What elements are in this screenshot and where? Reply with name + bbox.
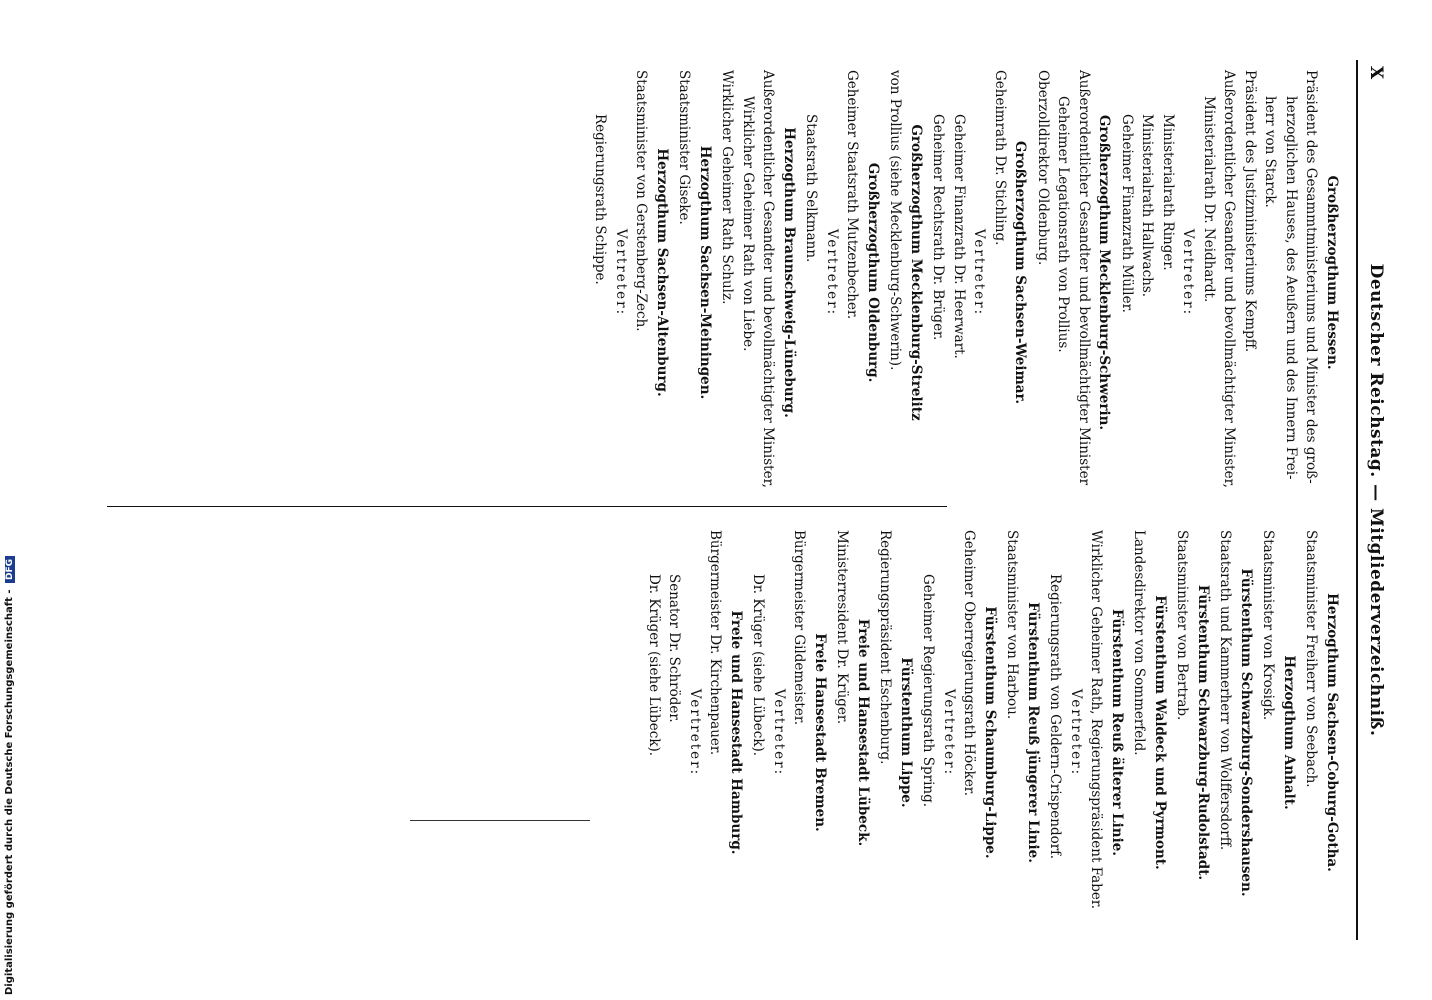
- member-entry: Ministerresident Dr. Krüger.: [834, 530, 851, 725]
- representative-label: Vertreter:: [1180, 228, 1197, 317]
- left-column: [590, 70, 1344, 488]
- member-entry: herzoglichen Hauses, des Aeußern und des Innern Frei-: [1283, 96, 1299, 480]
- member-entry: Geheimer Regierungsrath Spring.: [920, 574, 937, 808]
- representative-label: Vertreter:: [941, 688, 957, 777]
- member-entry: Ministerialrath Ringer.: [1160, 114, 1176, 271]
- state-heading: Herzogthum Sachsen-Coburg-Gotha.: [1324, 593, 1340, 872]
- state-heading: Freie Hansestadt Bremen.: [812, 633, 828, 832]
- state-heading: Großherzogthum Mecklenburg-Schwerin.: [1096, 114, 1113, 431]
- dfg-logo: DFG: [5, 556, 15, 583]
- member-entry: Präsident des Justizministeriums Kempff.: [1242, 70, 1258, 353]
- digitization-note: [4, 556, 15, 995]
- digitization-text: Digitalisierung gefördert durch die Deutsche Forschungsgemeinschaft -: [4, 589, 15, 995]
- state-heading: Fürstenthum Reuß älterer Linie.: [1109, 608, 1125, 856]
- member-entry: Oberzolldirektor Oldenburg.: [1035, 70, 1051, 266]
- representative-label: Vertreter:: [971, 228, 988, 317]
- state-heading: Großherzogthum Mecklenburg-Strelitz: [908, 124, 924, 421]
- member-entry: von Prollius (siehe Mecklenburg-Schwerin).: [887, 70, 904, 371]
- representative-label: Vertreter:: [771, 688, 787, 777]
- scan-rule: [410, 820, 590, 821]
- state-heading: Fürstenthum Lippe.: [898, 657, 914, 808]
- state-heading: Fürstenthum Schaumburg-Lippe.: [982, 606, 998, 859]
- member-entry: Staatsminister von Krosigk.: [1260, 530, 1277, 721]
- member-entry: Außerordentlicher Gesandter und bevollmächtigter Minister: [1076, 70, 1092, 486]
- right-column: [644, 530, 1345, 935]
- member-entry: Regierungsrath Schippe.: [592, 114, 609, 285]
- member-entry: Bürgermeister Gildemeister.: [791, 530, 808, 726]
- state-heading: Großherzogthum Sachsen-Weimar.: [1012, 140, 1029, 405]
- member-entry: herr von Starck.: [1262, 96, 1279, 208]
- member-entry: Geheimrath Dr. Stichling.: [992, 70, 1008, 246]
- state-heading: Fürstenthum Schwarzburg-Sondershausen.: [1238, 568, 1254, 897]
- member-entry: Staatsminister Freiherr von Seebach.: [1303, 530, 1320, 788]
- member-entry: Staatsrath und Kammerherr von Wolffersdorff.: [1217, 530, 1234, 851]
- member-entry: Wirklicher Geheimer Rath Schulz.: [719, 70, 736, 305]
- member-entry: Staatsminister Giseke.: [676, 70, 693, 225]
- member-entry: Dr. Krüger (siehe Lübeck).: [646, 574, 662, 757]
- member-entry: Bürgermeister Dr. Kirchenpauer.: [707, 530, 724, 756]
- member-entry: Ministerialrath Hallwachs.: [1139, 114, 1156, 298]
- member-entry: Präsident des Gesammtministeriums und Minister des groß-: [1303, 70, 1320, 484]
- representative-label: Vertreter:: [687, 688, 703, 777]
- member-entry: Staatsminister von Bertrab.: [1174, 530, 1191, 721]
- rotated-document-page: [192, 60, 1392, 940]
- state-heading: Freie und Hansestadt Hamburg.: [728, 610, 744, 855]
- state-heading: Großherzogthum Hessen.: [1324, 175, 1340, 370]
- member-entry: Regierungspräsident Eschenburg.: [877, 530, 894, 765]
- representative-label: Vertreter:: [824, 228, 840, 317]
- state-heading: Herzogthum Anhalt.: [1281, 655, 1297, 810]
- state-heading: Großherzogthum Oldenburg.: [865, 162, 881, 383]
- state-heading: Herzogthum Braunschweig-Lüneburg.: [781, 127, 797, 418]
- member-entry: Geheimer Staatsrath Mutzenbecher.: [844, 70, 861, 320]
- column-divider: [107, 506, 947, 507]
- member-entry: Regierungsrath von Geldern-Crispendorf.: [1047, 574, 1064, 859]
- member-entry: Außerordentlicher Gesandter und bevollmächtigter Minister,: [760, 70, 777, 488]
- state-heading: Fürstenthum Schwarzburg-Rudolstadt.: [1195, 584, 1211, 881]
- member-entry: Geheimer Oberregierungsrath Höcker.: [961, 530, 978, 797]
- state-heading: Herzogthum Sachsen-Meiningen.: [697, 145, 713, 400]
- representative-label: Vertreter:: [613, 228, 629, 317]
- member-entry: Ministerialrath Dr. Neidhardt.: [1201, 96, 1217, 303]
- state-heading: Fürstenthum Reuß jüngerer Linie.: [1025, 602, 1041, 863]
- member-entry: Wirklicher Geheimer Rath, Regierungspräsident Faber.: [1088, 530, 1105, 910]
- member-entry: Staatsminister von Gerstenberg-Zech.: [633, 70, 650, 332]
- state-heading: Herzogthum Sachsen-Altenburg.: [654, 148, 670, 397]
- state-heading: Freie und Hansestadt Lübeck.: [855, 618, 871, 847]
- member-entry: Staatsminister von Harbou.: [1004, 530, 1021, 720]
- member-entry: Staatsrath Selkmann.: [803, 114, 820, 263]
- representative-label: Vertreter:: [1068, 688, 1084, 777]
- member-entry: Senator Dr. Schröder.: [666, 574, 683, 723]
- member-entry: Landesdirektor von Sommerfeld.: [1131, 530, 1148, 756]
- member-entry: Geheimer Finanzrath Müller.: [1119, 114, 1135, 313]
- member-entry: Geheimer Rechtsrath Dr. Brüger.: [930, 114, 947, 341]
- page-number: X: [1366, 66, 1386, 80]
- member-entry: Geheimer Finanzrath Dr. Heerwart.: [951, 114, 967, 359]
- member-entry: Außerordentlicher Gesandter und bevollmächtigter Minister,: [1221, 70, 1238, 488]
- member-entry: Dr. Krüger (siehe Lübeck).: [750, 574, 767, 757]
- member-entry: Wirklicher Geheimer Rath von Liebe.: [740, 96, 756, 352]
- state-heading: Fürstenthum Waldeck und Pyrmont.: [1152, 595, 1168, 870]
- member-entry: Geheimer Legationsrath von Prollius.: [1055, 96, 1072, 353]
- page-title: Deutscher Reichstag. — Mitgliederverzeichniß.: [1366, 263, 1386, 737]
- page-header: [1356, 60, 1392, 940]
